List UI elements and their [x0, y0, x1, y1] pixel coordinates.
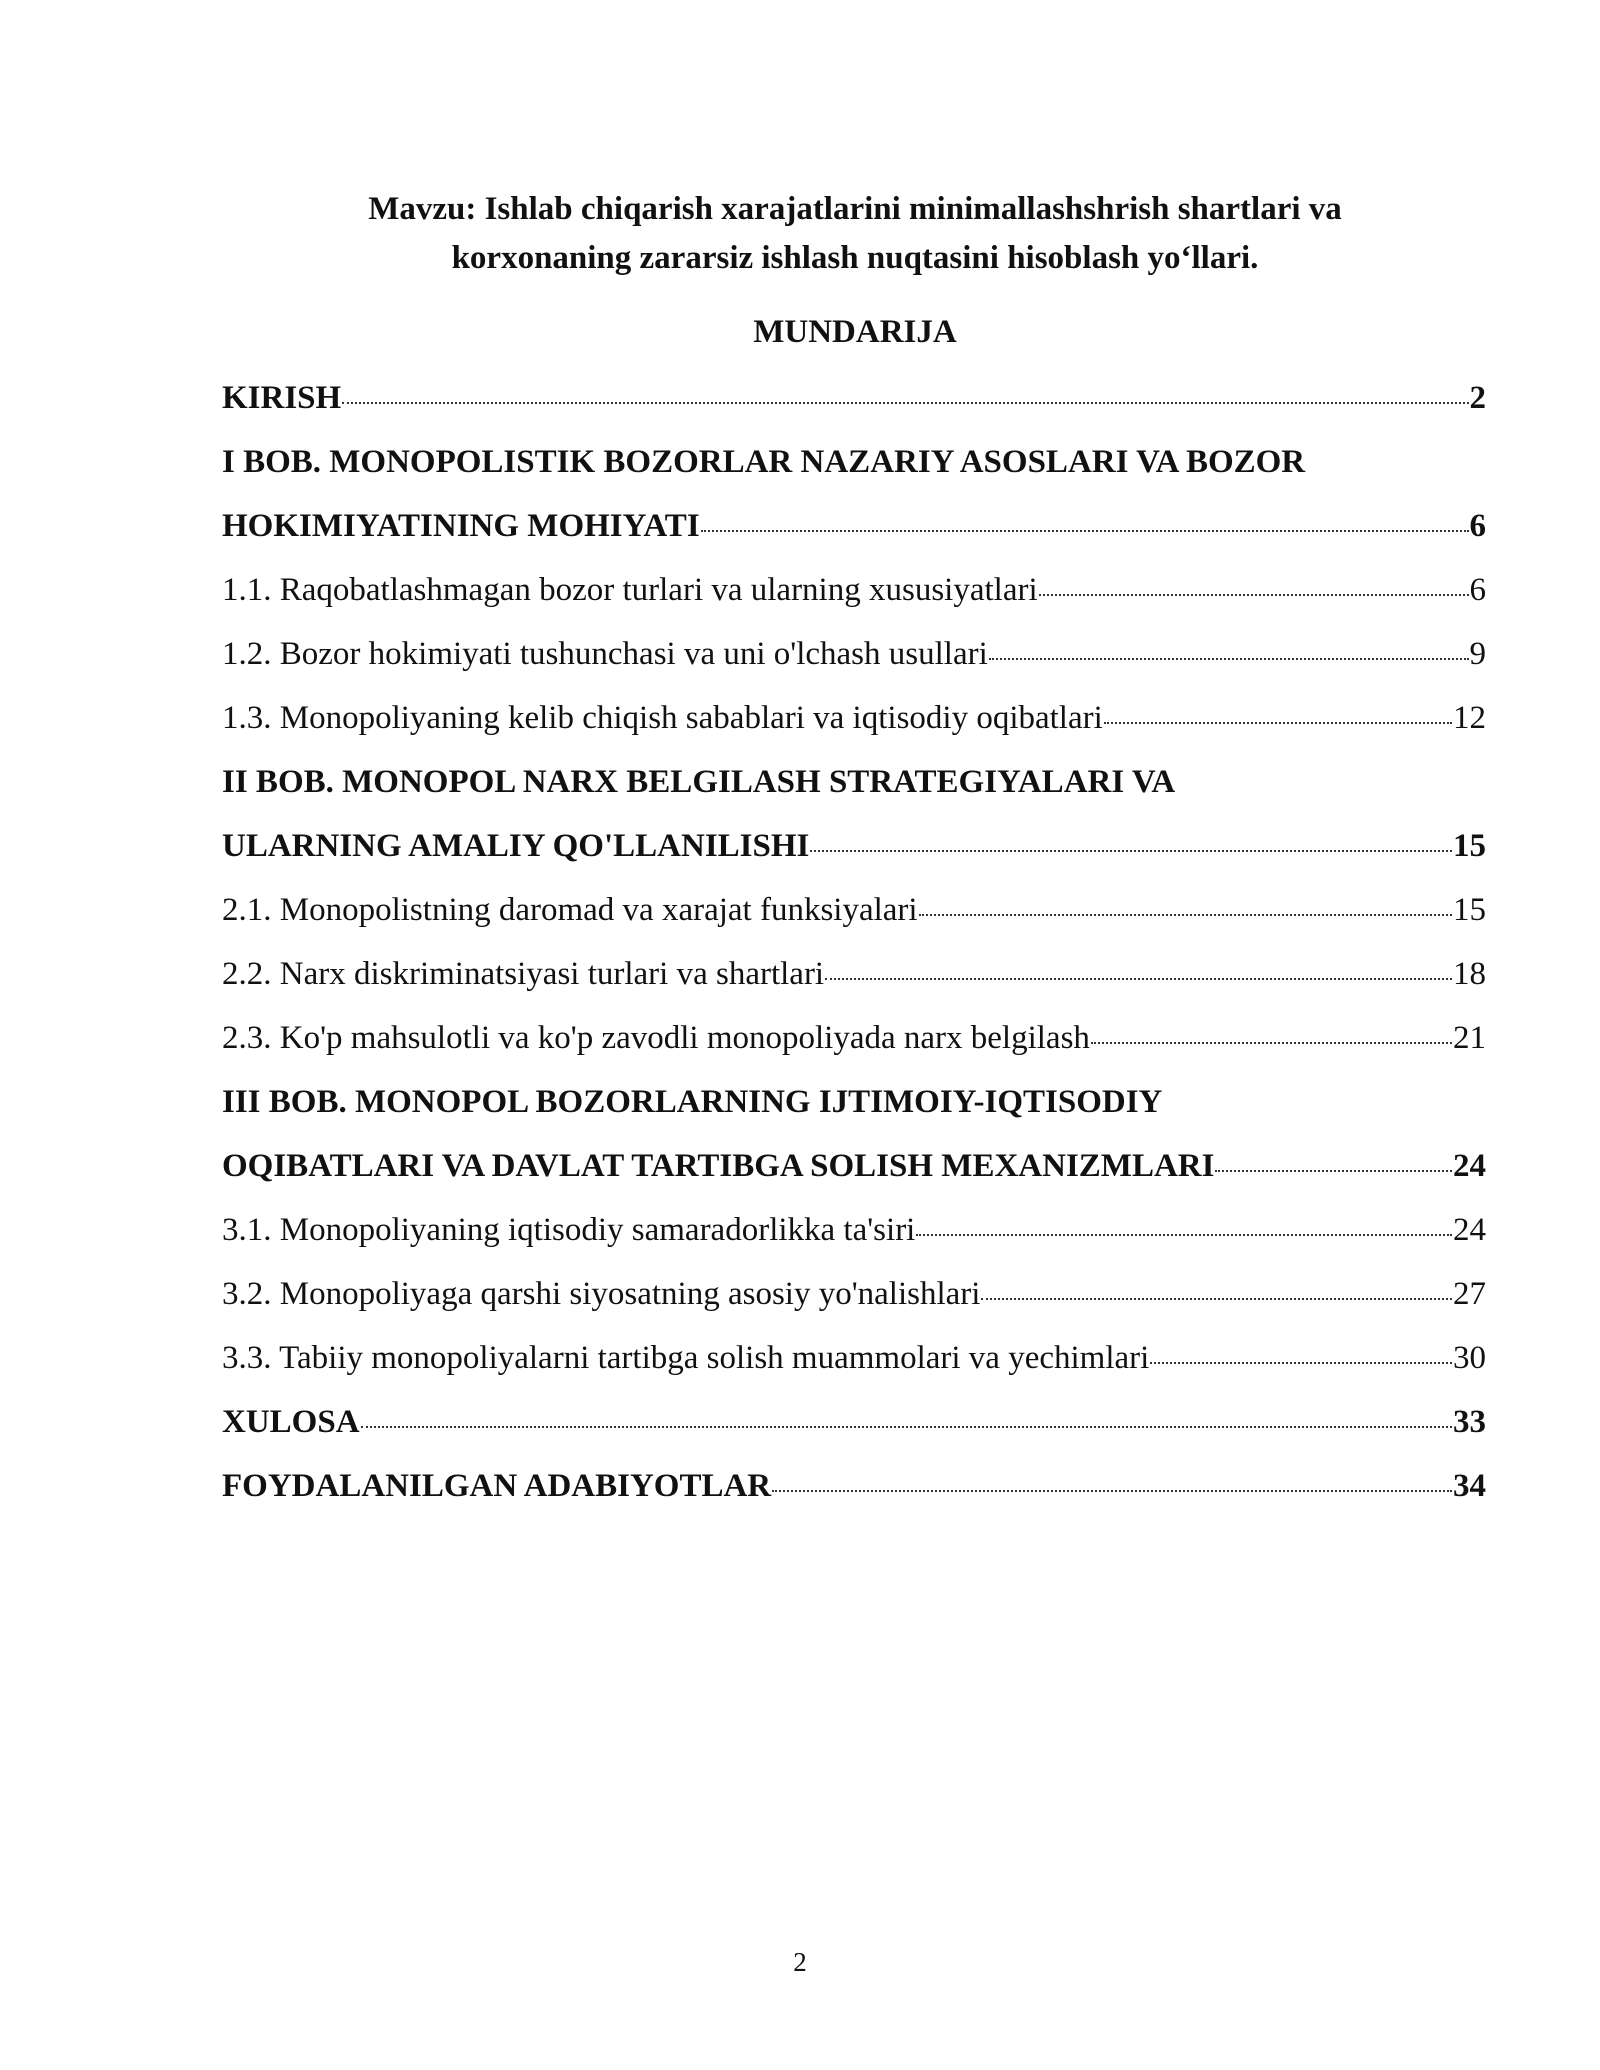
toc-entry-text: KIRISH: [222, 380, 342, 416]
toc-entry-text: 2.3. Ko'p mahsulotli va ko'p zavodli monopoliyada narx belgilash: [222, 1020, 1090, 1056]
toc-entry-page: 34: [1453, 1468, 1486, 1504]
toc-chapter-2-line-1[interactable]: [222, 764, 1486, 828]
toc-entry-text: I BOB. MONOPOLISTIK BOZORLAR NAZARIY ASOSLARI VA BOZOR: [222, 444, 1306, 480]
dot-leader: [361, 1426, 1452, 1428]
toc-heading: MUNDARIJA: [753, 314, 957, 350]
toc-entry-adabiyotlar[interactable]: [222, 1468, 1486, 1532]
dot-leader: [1091, 1042, 1452, 1044]
toc-entry-2-3[interactable]: [222, 1020, 1486, 1084]
toc-entry-page: 30: [1453, 1340, 1486, 1376]
toc-chapter-2-line-2[interactable]: [222, 828, 1486, 892]
dot-leader: [916, 1234, 1452, 1236]
toc-entry-text: 3.1. Monopoliyaning iqtisodiy samaradorlikka ta'siri: [222, 1212, 916, 1248]
dot-leader: [989, 658, 1469, 660]
page-number: 2: [793, 1947, 807, 1977]
toc-entry-page: 24: [1453, 1148, 1486, 1184]
title-line-2: korxonaning zararsiz ishlash nuqtasini hisoblash yo‘llari.: [451, 240, 1259, 276]
toc-entry-2-1[interactable]: [222, 892, 1486, 956]
toc-entry-text: 3.3. Tabiiy monopoliyalarni tartibga solish muammolari va yechimlari: [222, 1340, 1150, 1376]
toc-entry-text: III BOB. MONOPOL BOZORLARNING IJTIMOIY-IQTISODIY: [222, 1084, 1163, 1120]
toc-entry-page: 9: [1469, 636, 1486, 672]
dot-leader: [919, 914, 1452, 916]
dot-leader: [772, 1490, 1452, 1492]
toc-chapter-1-line-2[interactable]: [222, 508, 1486, 572]
toc-entry-text: 3.2. Monopoliyaga qarshi siyosatning asosiy yo'nalishlari: [222, 1276, 981, 1312]
toc-entry-page: 2: [1469, 380, 1486, 416]
toc-chapter-1-line-1[interactable]: [222, 444, 1486, 508]
toc-entry-page: 18: [1453, 956, 1486, 992]
table-of-contents: [222, 380, 1486, 1532]
toc-entry-page: 21: [1453, 1020, 1486, 1056]
toc-entry-xulosa[interactable]: [222, 1404, 1486, 1468]
toc-entry-1-2[interactable]: [222, 636, 1486, 700]
toc-entry-page: 6: [1469, 508, 1486, 544]
dot-leader: [342, 402, 1468, 404]
toc-entry-page: 15: [1453, 828, 1486, 864]
dot-leader: [1150, 1362, 1452, 1364]
dot-leader: [701, 530, 1469, 532]
toc-entry-page: 33: [1453, 1404, 1486, 1440]
toc-chapter-3-line-2[interactable]: [222, 1148, 1486, 1212]
toc-entry-text: 2.1. Monopolistning daromad va xarajat funksiyalari: [222, 892, 918, 928]
toc-entry-text: ULARNING AMALIY QO'LLANILISHI: [222, 828, 810, 864]
toc-entry-page: 27: [1453, 1276, 1486, 1312]
document-title: [225, 185, 1485, 283]
toc-entry-page: 15: [1453, 892, 1486, 928]
toc-entry-text: 1.3. Monopoliyaning kelib chiqish sabablari va iqtisodiy oqibatlari: [222, 700, 1103, 736]
title-line-1: Mavzu: Ishlab chiqarish xarajatlarini minimallashshrish shartlari va: [368, 191, 1342, 227]
dot-leader: [981, 1298, 1452, 1300]
toc-entry-1-1[interactable]: [222, 572, 1486, 636]
toc-entry-text: 1.2. Bozor hokimiyati tushunchasi va uni o'lchash usullari: [222, 636, 988, 672]
dot-leader: [825, 978, 1452, 980]
toc-entry-text: XULOSA: [222, 1404, 360, 1440]
toc-entry-3-1[interactable]: [222, 1212, 1486, 1276]
toc-entry-page: 6: [1469, 572, 1486, 608]
toc-entry-3-2[interactable]: [222, 1276, 1486, 1340]
dot-leader: [1104, 722, 1452, 724]
toc-entry-1-3[interactable]: [222, 700, 1486, 764]
toc-entry-page: 24: [1453, 1212, 1486, 1248]
dot-leader: [1215, 1170, 1452, 1172]
dot-leader: [810, 850, 1452, 852]
toc-entry-text: II BOB. MONOPOL NARX BELGILASH STRATEGIYALARI VA: [222, 764, 1176, 800]
toc-entry-text: OQIBATLARI VA DAVLAT TARTIBGA SOLISH MEXANIZMLARI: [222, 1148, 1215, 1184]
toc-entry-text: HOKIMIYATINING MOHIYATI: [222, 508, 700, 544]
toc-entry-text: 1.1. Raqobatlashmagan bozor turlari va ularning xususiyatlari: [222, 572, 1038, 608]
toc-entry-3-3[interactable]: [222, 1340, 1486, 1404]
dot-leader: [1039, 594, 1469, 596]
toc-entry-2-2[interactable]: [222, 956, 1486, 1020]
toc-entry-text: FOYDALANILGAN ADABIYOTLAR: [222, 1468, 772, 1504]
toc-entry-text: 2.2. Narx diskriminatsiyasi turlari va shartlari: [222, 956, 825, 992]
toc-entry-kirish[interactable]: [222, 380, 1486, 444]
toc-entry-page: 12: [1453, 700, 1486, 736]
toc-chapter-3-line-1[interactable]: [222, 1084, 1486, 1148]
